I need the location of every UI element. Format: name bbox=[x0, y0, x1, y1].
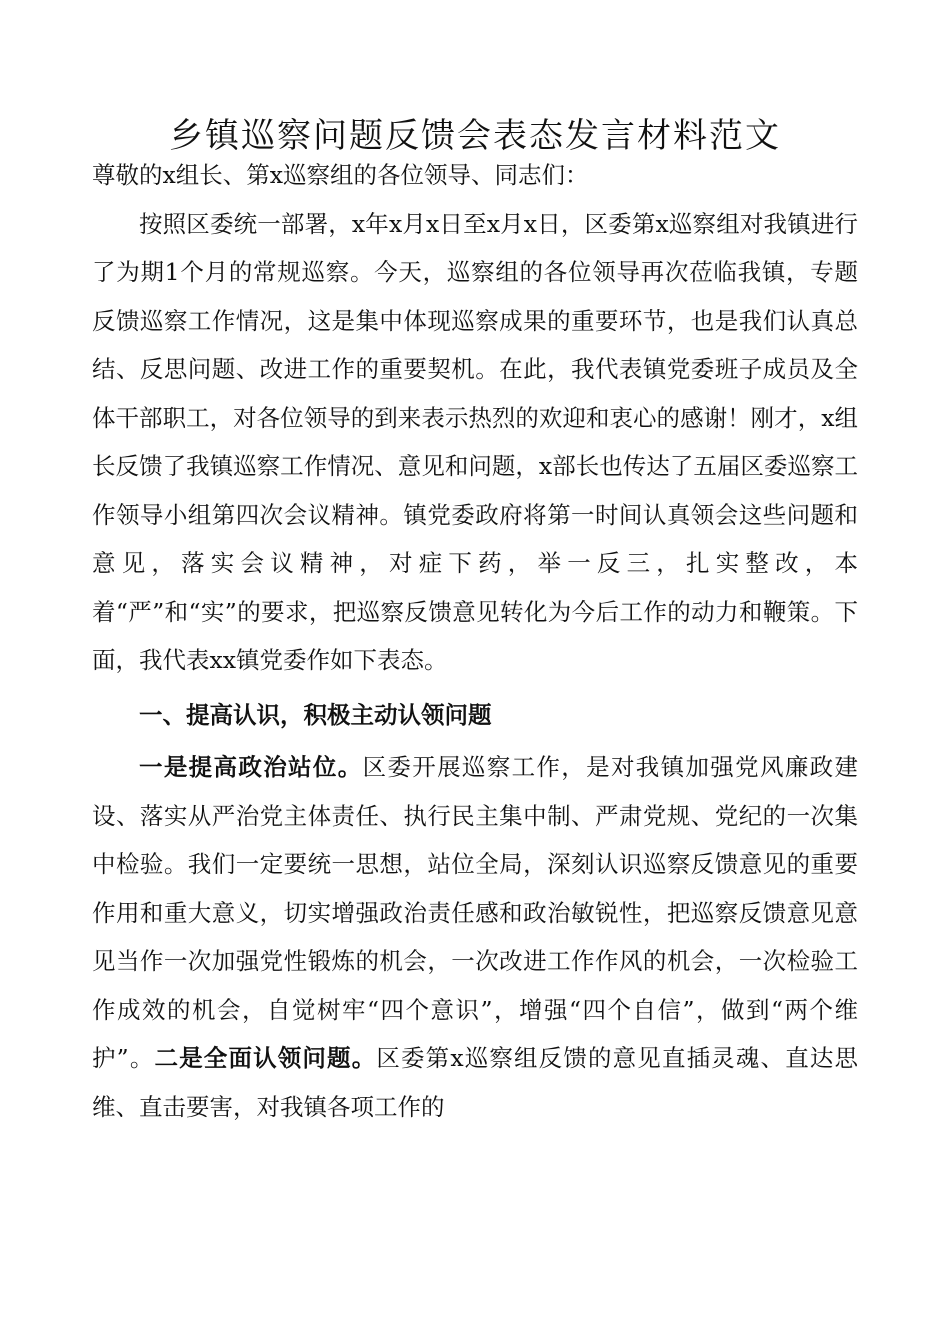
section-1-paragraph bbox=[92, 743, 858, 1131]
document-title: 乡镇巡察问题反馈会表态发言材料范文 bbox=[169, 116, 781, 156]
salutation: 尊敬的x组长、第x巡察组的各位领导、同志们： bbox=[92, 161, 589, 189]
point-text-2: 区委第x巡察组反馈的意见直插灵魂、直达思维、直击要害，对我镇各项工作的 bbox=[92, 1044, 859, 1121]
point-lead-1: 一是提高政治站位。 bbox=[139, 753, 363, 781]
section-heading-1: 一、提高认识，积极主动认领问题 bbox=[139, 700, 492, 729]
intro-paragraph: 按照区委统一部署，x年x月x日至x月x日，区委第x巡察组对我镇进行了为期1个月的常规巡察。今天，巡察组的各位领导再次莅临我镇，专题反馈巡察工作情况，这是集中体现巡察成果的重要环节，也是我们认真总结、反思问题、改进工作的重要契机。在此，我代表镇党委班子成员及全体干部职工，对各位领导的到来表示热烈的欢迎和衷心的感谢！刚才，x组长反馈了我镇巡察工作情况、意见和问题，x部长也传达了五届区委巡察工作领导小组第四次会议精神。镇党委政府将第一时间认真领会这些问题和意见，落实会议精神，对症下药，举一反三，扎实整改，本着“严”和“实”的要求，把巡察反馈意见转化为今后工作的动力和鞭策。下面，我代表xx镇党委作如下表态。 bbox=[92, 209, 858, 674]
point-lead-2: 二是全面认领问题。 bbox=[154, 1044, 377, 1072]
point-text-1: 区委开展巡察工作，是对我镇加强党风廉政建设、落实从严治党主体责任、执行民主集中制、严肃党规、党纪的一次集中检验。我们一定要统一思想，站位全局，深刻认识巡察反馈意见的重要作用和重大意义，切实增强政治责任感和政治敏锐性，把巡察反馈意见意见当作一次加强党性锻炼的机会，一次改进工作作风的机会，一次检验工作成效的机会，自觉树牢“四个意识”，增强“四个自信”，做到“两个维护”。 bbox=[92, 753, 859, 1072]
document-body bbox=[92, 151, 858, 1131]
